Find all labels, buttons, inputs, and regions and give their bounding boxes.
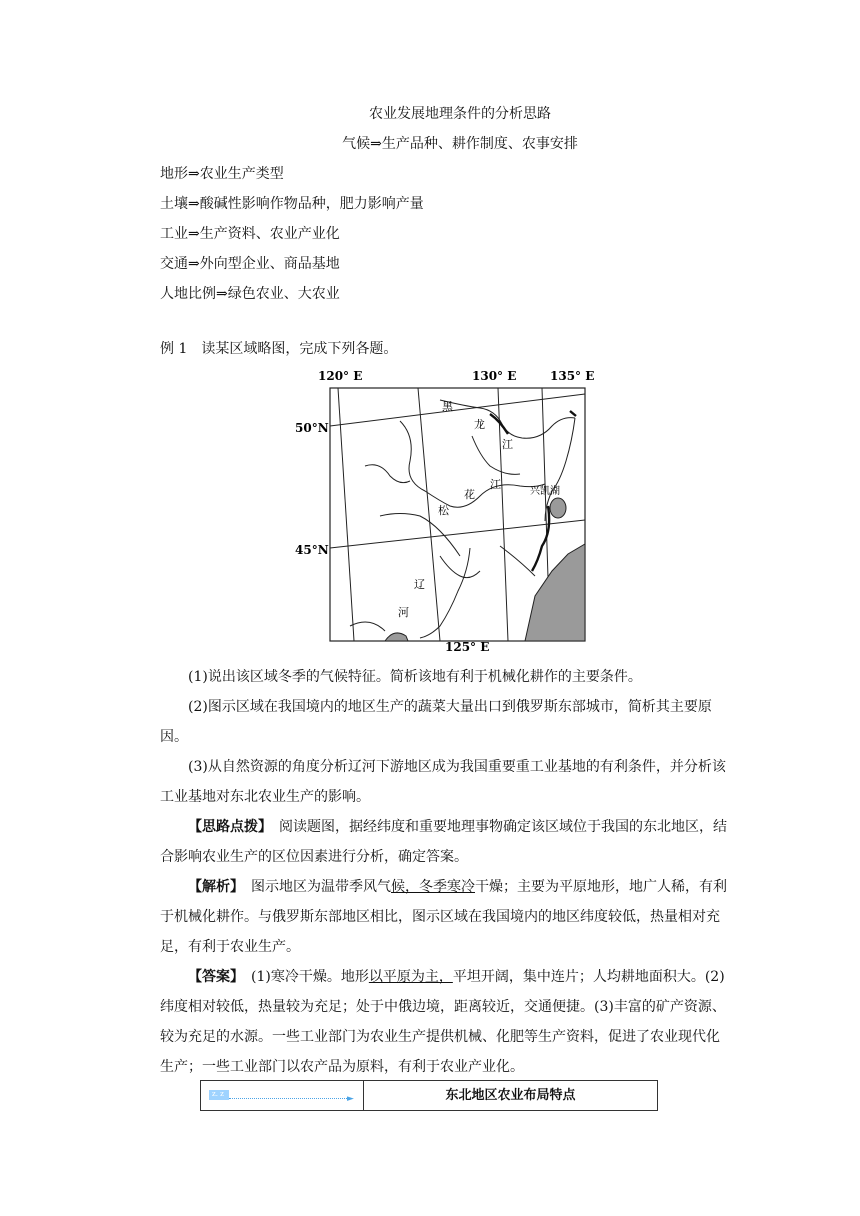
answer-text-b: 平坦开阔，集中连片；人均耕地面积大。(2)纬度相对较低，热量较为充足；处于中俄边境，距离较近，交通便捷。(3)丰富的矿产资源、较为充足的水源。一些工业部门为农业生产提供机械、化肥等生产资料，促进了农业现代化生产；一些工业部门以农产品为原料，有利于农业产业化。 [160,969,726,1075]
analysis-label: 【解析】 [188,879,237,895]
example-intro: 例 1 读某区域略图，完成下列各题。 [160,341,398,357]
question-1: (1)说出该区域冬季的气候特征。简析该地有利于机械化耕作的主要条件。 [188,669,642,685]
thinking-block [160,812,730,872]
region-map [290,366,595,651]
label-long: 龙 [474,418,485,431]
topic-table [200,1080,658,1111]
analysis-text-a: 图示地区为温带季风气 [237,879,391,895]
question-3: (3)从自然资源的角度分析辽河下游地区成为我国重要重工业基地的有利条件，并分析该工业基地对东北农业生产的影响。 [160,759,726,805]
lon-label-120: 120° E [318,369,363,383]
factor-soil: 土壤⇒酸碱性影响作物品种，肥力影响产量 [160,196,424,212]
label-jiang1: 江 [502,438,513,451]
thinking-label: 【思路点拨】 [188,819,265,835]
lon-label-130: 130° E [472,369,517,383]
label-xingkai: 兴凯湖 [530,486,560,497]
tag-dotted-line [229,1098,349,1099]
factor-terrain: 地形⇒农业生产类型 [160,166,284,182]
answer-text-a: (1)寒冷干燥。地形 [237,969,369,985]
arrow-right-icon: ► [347,1094,354,1104]
lon-label-135: 135° E [550,369,595,383]
label-hei: 黑 [442,400,453,413]
table-title: 东北地区农业布局特点 [445,1088,576,1103]
lon-label-125: 125° E [445,640,490,651]
section-title: 农业发展地理条件的分析思路 [369,106,551,122]
label-jiang2: 江 [490,478,501,491]
analysis-text-underlined: 候，冬季寒冷 [391,879,475,895]
factor-transport: 交通⇒外向型企业、商品基地 [160,256,340,272]
lat-label-50: 50°N [295,421,329,435]
tag-badge: z. z [209,1090,229,1100]
factor-population: 人地比例⇒绿色农业、大农业 [160,286,340,302]
lat-label-45: 45°N [295,543,329,557]
lake-xingkai [550,498,566,518]
label-he: 河 [398,606,409,619]
climate-line: 气候⇒生产品种、耕作制度、农事安排 [342,136,578,152]
answer-block [160,962,730,1082]
label-hua: 花 [464,488,475,501]
label-liao: 辽 [414,578,425,591]
table-tag-cell [201,1081,364,1110]
analysis-text-b: 干燥；主要为平原地形，地广人稀，有利于机械化耕作。与俄罗斯东部地区相比，图示区域在我国境内的地区纬度较低，热量相对充足，有利于农业生产。 [160,879,727,955]
answer-label: 【答案】 [188,969,237,985]
thinking-text: 阅读题图，据经纬度和重要地理事物确定该区域位于我国的东北地区，结合影响农业生产的区位因素进行分析，确定答案。 [160,819,727,865]
answer-text-underlined: 以平原为主， [368,969,453,985]
factor-industry: 工业⇒生产资料、农业产业化 [160,226,340,242]
question-2: (2)图示区域在我国境内的地区生产的蔬菜大量出口到俄罗斯东部城市，简析其主要原因。 [160,699,712,745]
analysis-block [160,872,730,962]
label-song: 松 [438,504,449,517]
